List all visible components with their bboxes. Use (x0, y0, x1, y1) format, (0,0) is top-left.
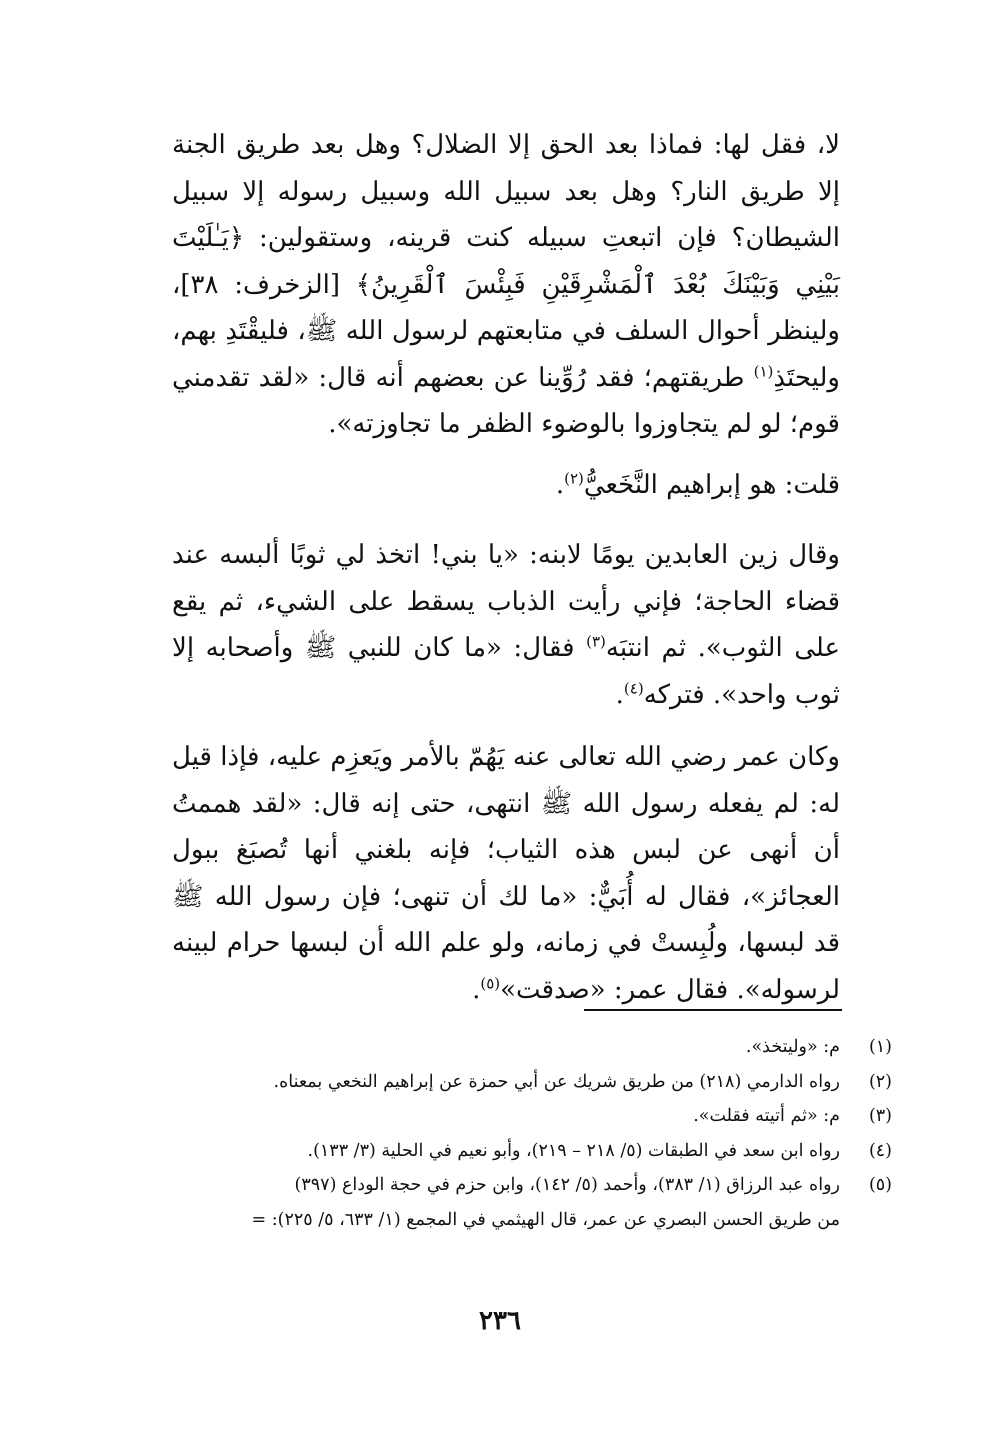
paragraph-1-text: لا، فقل لها: فماذا بعد الحق إلا الضلال؟ وهل بعد طريق الجنة إلا طريق النار؟ وهل بعد سبيل الله وسبيل رسوله إلا سبيل الشيطان؟ فإن اتبعتِ سبيله كنت قرينه، وستقولين: ﴿يَـٰلَيْتَ بَيْنِي وَبَيْنَكَ بُعْدَ ٱلْمَشْرِقَيْنِ فَبِئْسَ ٱلْقَرِينُ﴾ [الزخرف: ٣٨]، ولينظر أحوال السلف في متابعتهم لرسول الله ﷺ، فليقْتَدِ بهم، وليحتَذِ (172, 130, 840, 393)
footnote-item (160, 1134, 892, 1169)
main-text (172, 122, 840, 1013)
page-number: ٢٣٦ (479, 1306, 521, 1336)
paragraph-2-text: قلت: هو إبراهيم النَّخَعيُّ (583, 469, 840, 500)
footnote-number: (١) (868, 1037, 892, 1057)
footnote-number: (٤) (868, 1140, 892, 1161)
footnote-continuation: من طريق الحسن البصري عن عمر، قال الهيثمي في المجمع (١/ ٦٣٣، ٥/ ٢٢٥): = (251, 1209, 840, 1230)
footnotes (160, 1030, 892, 1237)
paragraph-4-text: وكان عمر رضي الله تعالى عنه يَهُمّ بالأمر ويَعزِم عليه، فإذا قيل له: لم يفعله رسول الله ﷺ انتهى، حتى إنه قال: «لقد هممتُ أن أنهى عن لبس هذه الثياب؛ فإنه بلغني أنها تُصبَغ ببول العجائز»، فقال له أُبَيٌّ: «ما لك أن تنهى؛ فإن رسول الله ﷺ قد لبسها، ولُبِستْ في زمانه، ولو علم الله أن لبسها حرام لبينه لرسوله». فقال عمر: «صدقت» (172, 742, 840, 1005)
paragraph-2 (172, 462, 840, 509)
footnote-number: (٣) (868, 1106, 892, 1126)
footnote-ref-4: (٤) (623, 678, 644, 697)
footnote-divider (584, 1009, 842, 1011)
footnote-item (160, 1099, 892, 1134)
footnote-ref-5: (٥) (480, 973, 501, 992)
paragraph-3 (172, 532, 840, 718)
paragraph-3-text: وقال زين العابدين يومًا لابنه: «يا بني! اتخذ لي ثوبًا ألبسه عند قضاء الحاجة؛ فإني رأيت الذباب يسقط على الشيء، ثم يقع على الثوب». ثم انتبَه (172, 540, 840, 663)
paragraph-2-end: . (555, 469, 565, 500)
footnote-item (160, 1065, 892, 1100)
footnote-item (160, 1168, 892, 1203)
footnote-text: رواه ابن سعد في الطبقات (٥/ ٢١٨ – ٢١٩)، وأبو نعيم في الحلية (٣/ ١٣٣). (307, 1140, 840, 1161)
paragraph-3-end: . (615, 679, 624, 710)
footnote-ref-2: (٢) (564, 468, 584, 487)
footnote-text: رواه عبد الرزاق (١/ ٣٨٣)، وأحمد (٥/ ١٤٢)، وابن حزم في حجة الوداع (٣٩٧) (294, 1175, 840, 1195)
paragraph-3-text-cont: فقال: «ما كان للنبي ﷺ وأصحابه إلا ثوب واحد». فتركه (172, 633, 840, 710)
footnote-item (160, 1030, 892, 1065)
paragraph-4-end: . (472, 974, 481, 1005)
paragraph-1 (172, 122, 840, 448)
paragraph-1-text-cont: طريقتهم؛ فقد رُوِّينا عن بعضهم أنه قال: «لقد تقدمني قوم؛ لو لم يتجاوزوا بالوضوء الظفر ما تجاوزته». (172, 362, 840, 439)
footnote-ref-1: (١) (753, 361, 774, 380)
footnote-ref-3: (٣) (586, 632, 606, 651)
paragraph-4 (172, 734, 840, 1013)
footnote-text: م: «وليتخذ». (745, 1037, 840, 1057)
footnote-text: رواه الدارمي (٢١٨) من طريق شريك عن أبي حمزة عن إبراهيم النخعي بمعناه. (273, 1071, 840, 1092)
footnote-number: (٢) (868, 1071, 892, 1092)
footnote-number: (٥) (868, 1175, 892, 1195)
footnote-text: م: «ثم أتيته فقلت». (693, 1106, 840, 1126)
